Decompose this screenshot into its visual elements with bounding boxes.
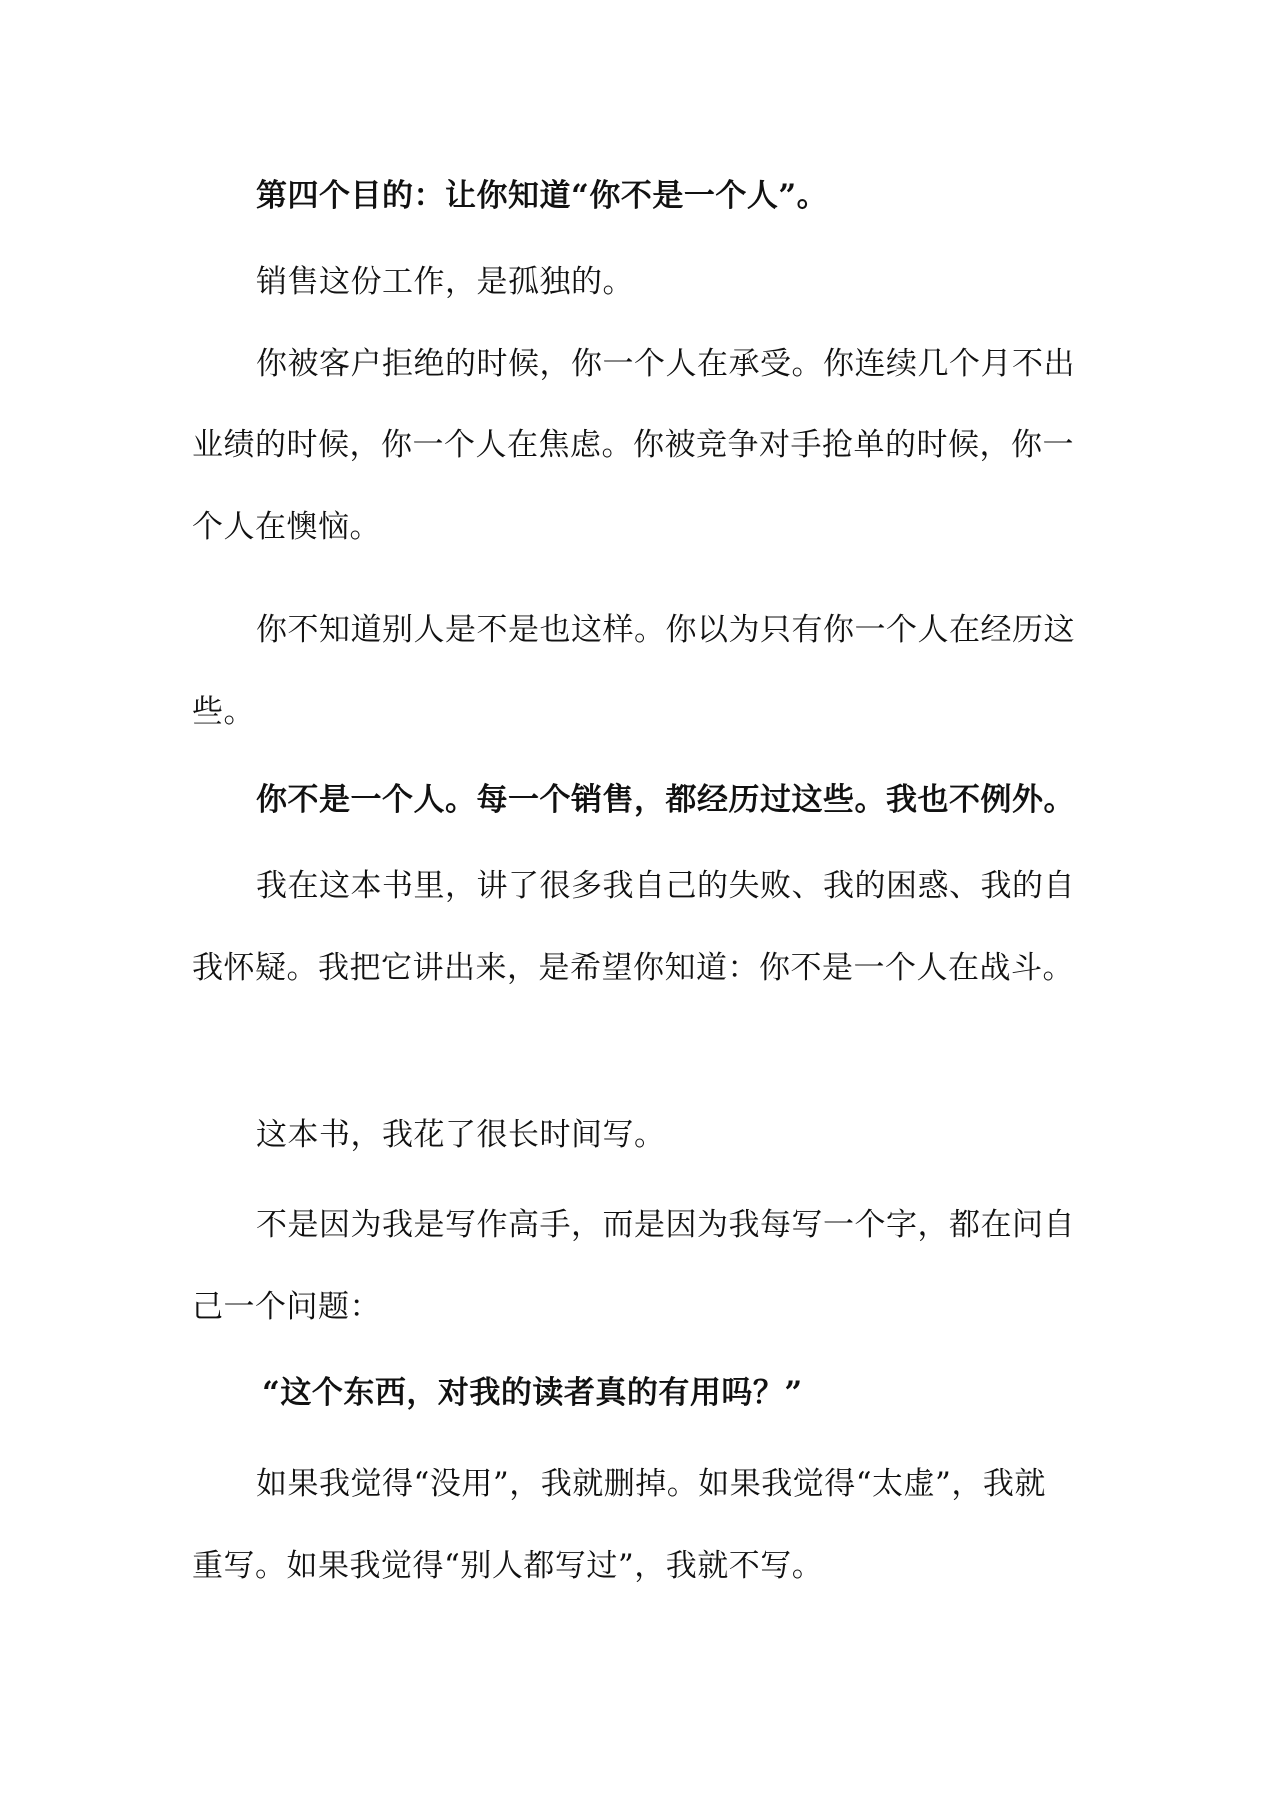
paragraph-line: 销售这份工作，是孤独的。 [256, 264, 634, 300]
paragraph-line: 你不知道别人是不是也这样。你以为只有你一个人在经历这 [256, 612, 1075, 648]
paragraph-line: 我怀疑。我把它讲出来，是希望你知道：你不是一个人在战斗。 [192, 950, 1074, 986]
emphasis-line: 你不是一个人。每一个销售，都经历过这些。我也不例外。 [256, 782, 1075, 818]
paragraph-line: 些。 [192, 694, 255, 730]
quote-line: “这个东西，对我的读者真的有用吗？” [262, 1375, 803, 1411]
paragraph-line: 己一个问题： [192, 1289, 381, 1325]
paragraph-line: 业绩的时候，你一个人在焦虑。你被竞争对手抢单的时候，你一 [192, 427, 1074, 463]
paragraph-line: 不是因为我是写作高手，而是因为我每写一个字，都在问自 [256, 1207, 1075, 1243]
paragraph-line: 如果我觉得“没用”，我就删掉。如果我觉得“太虚”，我就 [256, 1466, 1046, 1502]
paragraph-line: 我在这本书里，讲了很多我自己的失败、我的困惑、我的自 [256, 868, 1075, 904]
paragraph-line: 你被客户拒绝的时候，你一个人在承受。你连续几个月不出 [256, 346, 1075, 382]
paragraph-line: 这本书，我花了很长时间写。 [256, 1117, 666, 1153]
section-heading: 第四个目的：让你知道“你不是一个人”。 [256, 178, 829, 214]
paragraph-line: 重写。如果我觉得“别人都写过”，我就不写。 [192, 1548, 824, 1584]
paragraph-line: 个人在懊恼。 [192, 509, 381, 545]
